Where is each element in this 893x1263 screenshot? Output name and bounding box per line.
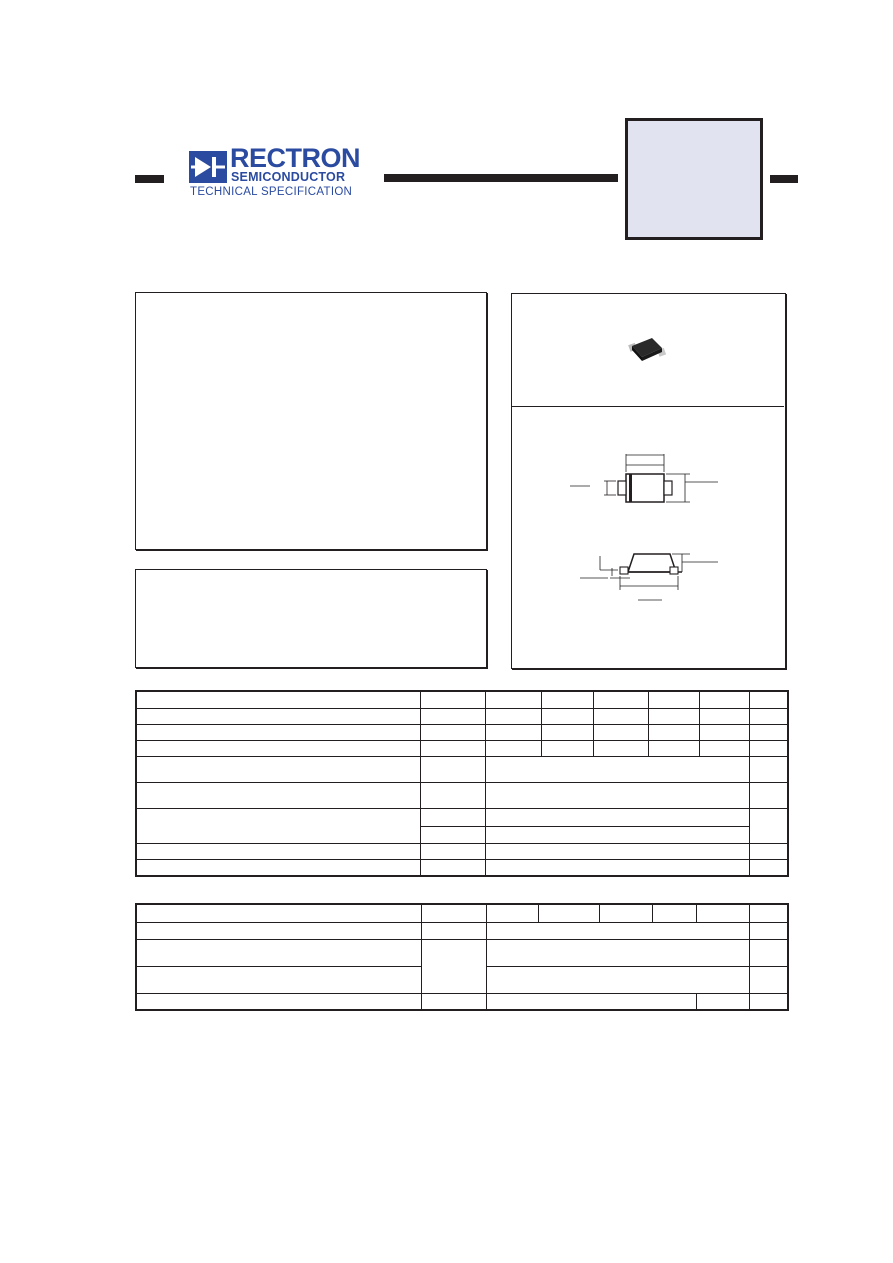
package-divider <box>512 406 784 407</box>
header-rule-right <box>770 175 798 183</box>
brand-tagline: TECHNICAL SPECIFICATION <box>190 186 353 198</box>
mechanical-data-frame <box>135 569 487 668</box>
brand-name: RECTRON <box>230 143 360 173</box>
table-row <box>136 904 788 922</box>
brand-subtitle: SEMICONDUCTOR <box>231 170 346 184</box>
table-row <box>136 740 788 756</box>
table-row <box>136 782 788 808</box>
table-row <box>136 993 788 1010</box>
header-rule-middle <box>384 174 618 182</box>
table-row <box>136 922 788 939</box>
table-row <box>136 724 788 740</box>
top-view-outline-drawing <box>568 448 720 513</box>
table-row <box>136 843 788 859</box>
features-frame <box>135 292 487 550</box>
header-rule-left <box>135 175 164 183</box>
diode-logo-icon <box>189 151 227 183</box>
side-view-outline-drawing <box>578 550 722 607</box>
table-row <box>136 708 788 724</box>
table-row <box>136 691 788 708</box>
table-row <box>136 859 788 876</box>
electrical-characteristics-table <box>135 903 789 1011</box>
table-row <box>136 939 788 966</box>
table-row <box>136 808 788 826</box>
sod-package-photo-icon <box>626 334 668 369</box>
part-number-box <box>625 118 763 240</box>
maximum-ratings-table <box>135 690 789 877</box>
table-row <box>136 756 788 782</box>
